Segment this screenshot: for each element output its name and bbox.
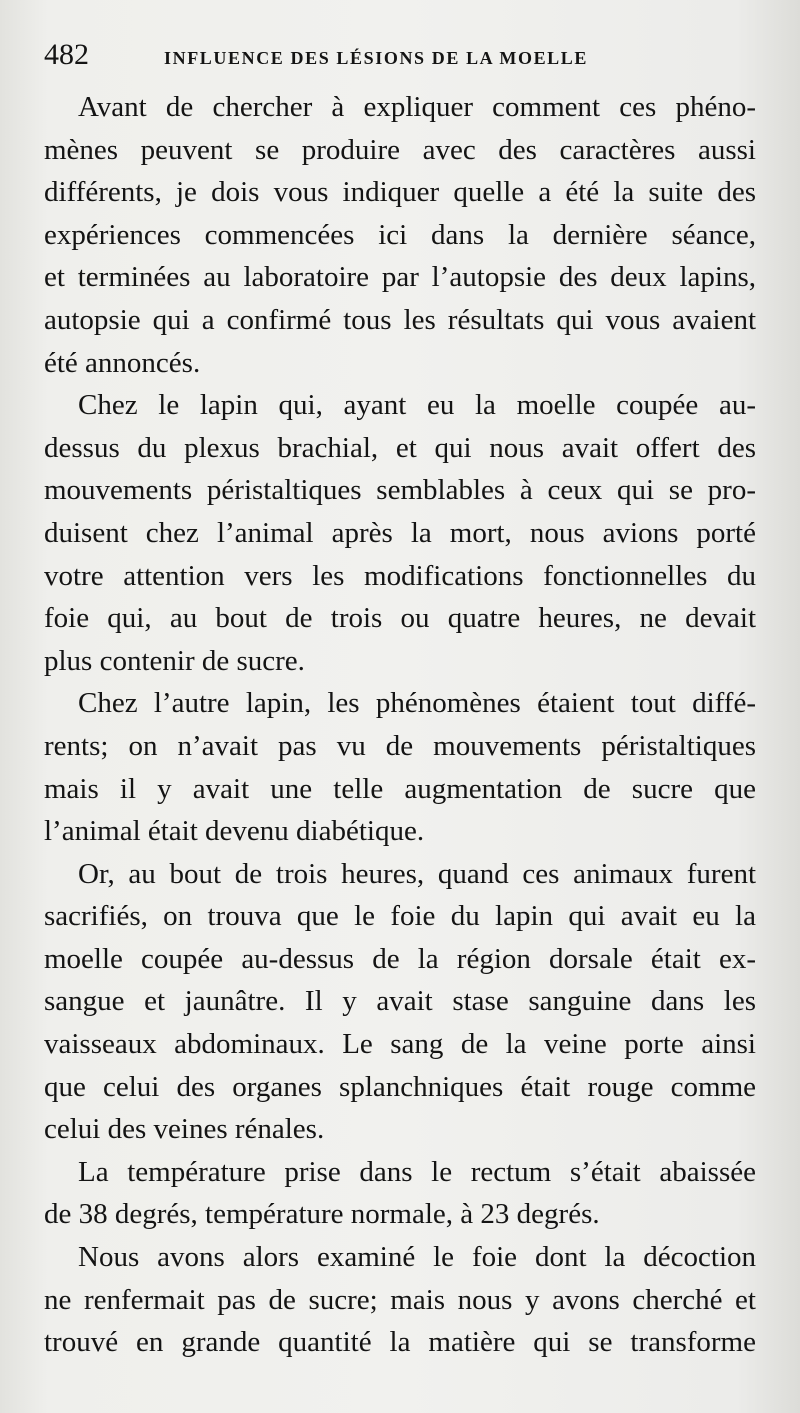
- text-line: sangue et jaunâtre. Il y avait stase sanguine dans les: [44, 985, 756, 1018]
- text-line: mènes peuvent se produire avec des caractères aussi: [44, 133, 756, 166]
- text-line: été annoncés.: [44, 346, 201, 379]
- text-line: votre attention vers les modifications fonctionnelles du: [44, 559, 756, 592]
- text-line: trouvé en grande quantité la matière qui se transforme: [44, 1326, 756, 1359]
- page-number: 482: [44, 38, 89, 71]
- text-line: Or, au bout de trois heures, quand ces animaux furent: [78, 857, 756, 890]
- page-header: [44, 38, 756, 78]
- text-line: Chez le lapin qui, ayant eu la moelle coupée au-: [78, 389, 756, 422]
- text-line: plus contenir de sucre.: [44, 644, 305, 677]
- text-line: mouvements péristaltiques semblables à ceux qui se pro-: [44, 474, 756, 507]
- text-line: dessus du plexus brachial, et qui nous avait offert des: [44, 431, 756, 464]
- text-line: Chez l’autre lapin, les phénomènes étaient tout diffé-: [78, 687, 756, 720]
- text-line: que celui des organes splanchniques était rouge comme: [44, 1070, 756, 1103]
- text-line: de 38 degrés, température normale, à 23 degrés.: [44, 1198, 600, 1231]
- text-line: différents, je dois vous indiquer quelle a été la suite des: [44, 176, 756, 209]
- running-head: INFLUENCE DES LÉSIONS DE LA MOELLE: [164, 48, 588, 68]
- text-line: l’animal était devenu diabétique.: [44, 815, 425, 848]
- text-line: vaisseaux abdominaux. Le sang de la veine porte ainsi: [44, 1028, 756, 1061]
- text-line: Avant de chercher à expliquer comment ces phéno-: [78, 91, 756, 123]
- text-line: duisent chez l’animal après la mort, nous avions porté: [44, 516, 756, 549]
- text-line: rents; on n’avait pas vu de mouvements péristaltiques: [44, 729, 756, 762]
- text-line: ne renfermait pas de sucre; mais nous y avons cherché et: [44, 1283, 756, 1316]
- text-line: et terminées au laboratoire par l’autopsie des deux lapins,: [44, 261, 756, 294]
- text-line: moelle coupée au-dessus de la région dorsale était ex-: [44, 942, 756, 975]
- text-line: mais il y avait une telle augmentation de sucre que: [44, 772, 756, 805]
- text-line: Nous avons alors examiné le foie dont la décoction: [78, 1241, 756, 1274]
- text-line: La température prise dans le rectum s’était abaissée: [78, 1155, 756, 1188]
- text-line: celui des veines rénales.: [44, 1113, 325, 1146]
- text-line: autopsie qui a confirmé tous les résultats qui vous avaient: [44, 303, 756, 336]
- text-line: sacrifiés, on trouva que le foie du lapin qui avait eu la: [44, 900, 756, 933]
- text-line: expériences commencées ici dans la dernière séance,: [44, 218, 756, 251]
- text-line: foie qui, au bout de trois ou quatre heures, ne devait: [44, 602, 756, 635]
- body-text: [44, 86, 756, 1364]
